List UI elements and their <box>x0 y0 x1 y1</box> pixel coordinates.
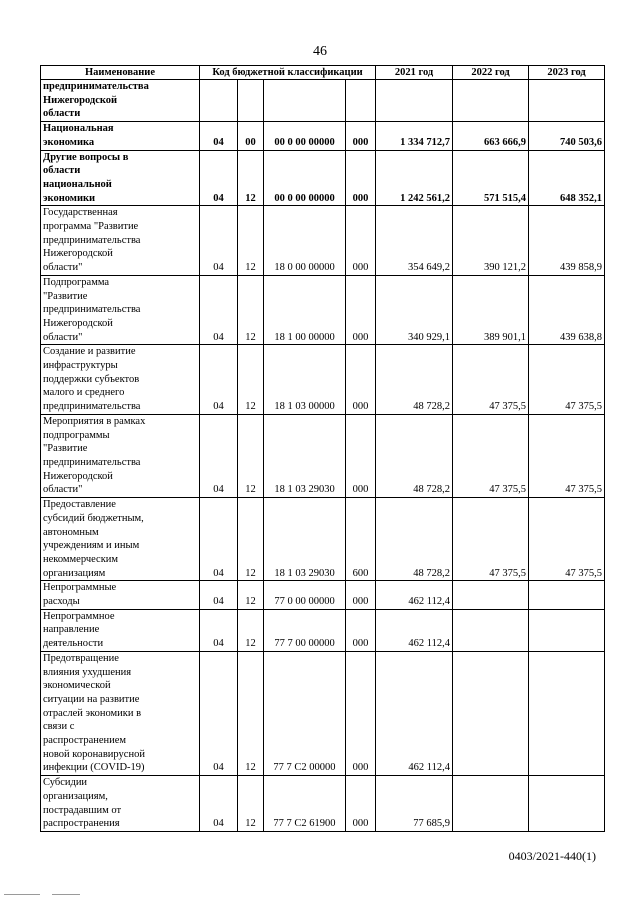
header-2023: 2023 год <box>529 66 605 80</box>
table-body <box>41 80 605 832</box>
amount-2023: 439 858,9 <box>529 206 605 276</box>
amount-2023: 47 375,5 <box>529 414 605 497</box>
amount-2021: 48 728,2 <box>376 498 453 581</box>
header-name: Наименование <box>41 66 200 80</box>
amount-2023 <box>529 581 605 609</box>
section-code: 04 <box>200 498 238 581</box>
row-name: Мероприятия в рамках подпрограммы "Развитие предпринимательства Нижегородской области" <box>41 414 200 497</box>
subsection-code: 12 <box>238 206 264 276</box>
amount-2021: 462 112,4 <box>376 609 453 651</box>
section-code: 04 <box>200 122 238 150</box>
subsection-code: 12 <box>238 275 264 345</box>
amount-2022: 47 375,5 <box>453 498 529 581</box>
expense-type-code <box>346 80 376 122</box>
row-name: Непрограммные расходы <box>41 581 200 609</box>
table-header-row <box>41 66 605 80</box>
expense-type-code: 000 <box>346 206 376 276</box>
amount-2021: 354 649,2 <box>376 206 453 276</box>
target-article-code: 77 7 00 00000 <box>264 609 346 651</box>
table-row <box>41 776 605 832</box>
header-code: Код бюджетной классификации <box>200 66 376 80</box>
amount-2022 <box>453 581 529 609</box>
subsection-code: 12 <box>238 498 264 581</box>
subsection-code: 12 <box>238 345 264 415</box>
header-2022: 2022 год <box>453 66 529 80</box>
row-name: Подпрограмма "Развитие предпринимательства Нижегородской области" <box>41 275 200 345</box>
subsection-code: 12 <box>238 776 264 832</box>
target-article-code: 18 1 03 00000 <box>264 345 346 415</box>
table-row <box>41 609 605 651</box>
amount-2022: 663 666,9 <box>453 122 529 150</box>
row-name: Государственная программа "Развитие предпринимательства Нижегородской области" <box>41 206 200 276</box>
amount-2021: 340 929,1 <box>376 275 453 345</box>
target-article-code: 00 0 00 00000 <box>264 122 346 150</box>
scan-edge-mark <box>52 894 80 895</box>
amount-2021: 1 334 712,7 <box>376 122 453 150</box>
row-name: Предоставление субсидий бюджетным, автономным учреждениям и иным некоммерческим организациям <box>41 498 200 581</box>
row-name: Непрограммное направление деятельности <box>41 609 200 651</box>
row-name: Национальная экономика <box>41 122 200 150</box>
target-article-code: 00 0 00 00000 <box>264 150 346 206</box>
amount-2022 <box>453 609 529 651</box>
header-2021: 2021 год <box>376 66 453 80</box>
section-code: 04 <box>200 776 238 832</box>
table-row <box>41 651 605 775</box>
budget-table <box>40 65 605 832</box>
scan-edge-mark <box>4 894 40 895</box>
subsection-code: 12 <box>238 414 264 497</box>
amount-2023 <box>529 609 605 651</box>
amount-2021: 462 112,4 <box>376 581 453 609</box>
target-article-code: 77 7 C2 61900 <box>264 776 346 832</box>
expense-type-code: 000 <box>346 275 376 345</box>
amount-2022: 390 121,2 <box>453 206 529 276</box>
target-article-code: 77 7 C2 00000 <box>264 651 346 775</box>
table-row <box>41 150 605 206</box>
page-number: 46 <box>313 44 327 59</box>
expense-type-code: 000 <box>346 776 376 832</box>
table-row <box>41 498 605 581</box>
table-row <box>41 414 605 497</box>
row-name: Субсидии организациям, пострадавшим от распространения <box>41 776 200 832</box>
target-article-code: 18 1 03 29030 <box>264 414 346 497</box>
subsection-code: 12 <box>238 609 264 651</box>
table-row <box>41 122 605 150</box>
expense-type-code: 000 <box>346 651 376 775</box>
section-code: 04 <box>200 609 238 651</box>
section-code: 04 <box>200 414 238 497</box>
subsection-code: 00 <box>238 122 264 150</box>
target-article-code: 18 0 00 00000 <box>264 206 346 276</box>
amount-2023: 47 375,5 <box>529 345 605 415</box>
amount-2021: 48 728,2 <box>376 414 453 497</box>
expense-type-code: 000 <box>346 414 376 497</box>
section-code: 04 <box>200 275 238 345</box>
amount-2023: 439 638,8 <box>529 275 605 345</box>
expense-type-code: 000 <box>346 345 376 415</box>
row-name: Предотвращение влияния ухудшения экономической ситуации на развитие отраслей экономики в связи с распространением новой коронавирусной инфекции (COVID-19) <box>41 651 200 775</box>
amount-2022: 389 901,1 <box>453 275 529 345</box>
target-article-code: 77 0 00 00000 <box>264 581 346 609</box>
subsection-code: 12 <box>238 150 264 206</box>
row-name: Другие вопросы в области национальной экономики <box>41 150 200 206</box>
amount-2021: 1 242 561,2 <box>376 150 453 206</box>
table-row <box>41 206 605 276</box>
section-code <box>200 80 238 122</box>
section-code: 04 <box>200 150 238 206</box>
section-code: 04 <box>200 651 238 775</box>
amount-2022: 47 375,5 <box>453 345 529 415</box>
expense-type-code: 000 <box>346 122 376 150</box>
amount-2021: 462 112,4 <box>376 651 453 775</box>
amount-2022 <box>453 651 529 775</box>
amount-2023 <box>529 776 605 832</box>
target-article-code <box>264 80 346 122</box>
section-code: 04 <box>200 206 238 276</box>
subsection-code <box>238 80 264 122</box>
amount-2022 <box>453 776 529 832</box>
amount-2021: 48 728,2 <box>376 345 453 415</box>
target-article-code: 18 1 00 00000 <box>264 275 346 345</box>
section-code: 04 <box>200 345 238 415</box>
section-code: 04 <box>200 581 238 609</box>
expense-type-code: 000 <box>346 581 376 609</box>
table-row <box>41 80 605 122</box>
amount-2023: 648 352,1 <box>529 150 605 206</box>
table-row <box>41 275 605 345</box>
subsection-code: 12 <box>238 651 264 775</box>
table-row <box>41 345 605 415</box>
row-name: Создание и развитие инфраструктуры поддержки субъектов малого и среднего предпринимательства <box>41 345 200 415</box>
amount-2022: 571 515,4 <box>453 150 529 206</box>
target-article-code: 18 1 03 29030 <box>264 498 346 581</box>
amount-2023 <box>529 80 605 122</box>
amount-2023: 47 375,5 <box>529 498 605 581</box>
expense-type-code: 600 <box>346 498 376 581</box>
table-row <box>41 581 605 609</box>
document-code: 0403/2021-440(1) <box>508 849 596 863</box>
amount-2023: 740 503,6 <box>529 122 605 150</box>
amount-2021: 77 685,9 <box>376 776 453 832</box>
amount-2022: 47 375,5 <box>453 414 529 497</box>
amount-2021 <box>376 80 453 122</box>
subsection-code: 12 <box>238 581 264 609</box>
amount-2023 <box>529 651 605 775</box>
amount-2022 <box>453 80 529 122</box>
expense-type-code: 000 <box>346 609 376 651</box>
row-name: предпринимательства Нижегородской области <box>41 80 200 122</box>
expense-type-code: 000 <box>346 150 376 206</box>
